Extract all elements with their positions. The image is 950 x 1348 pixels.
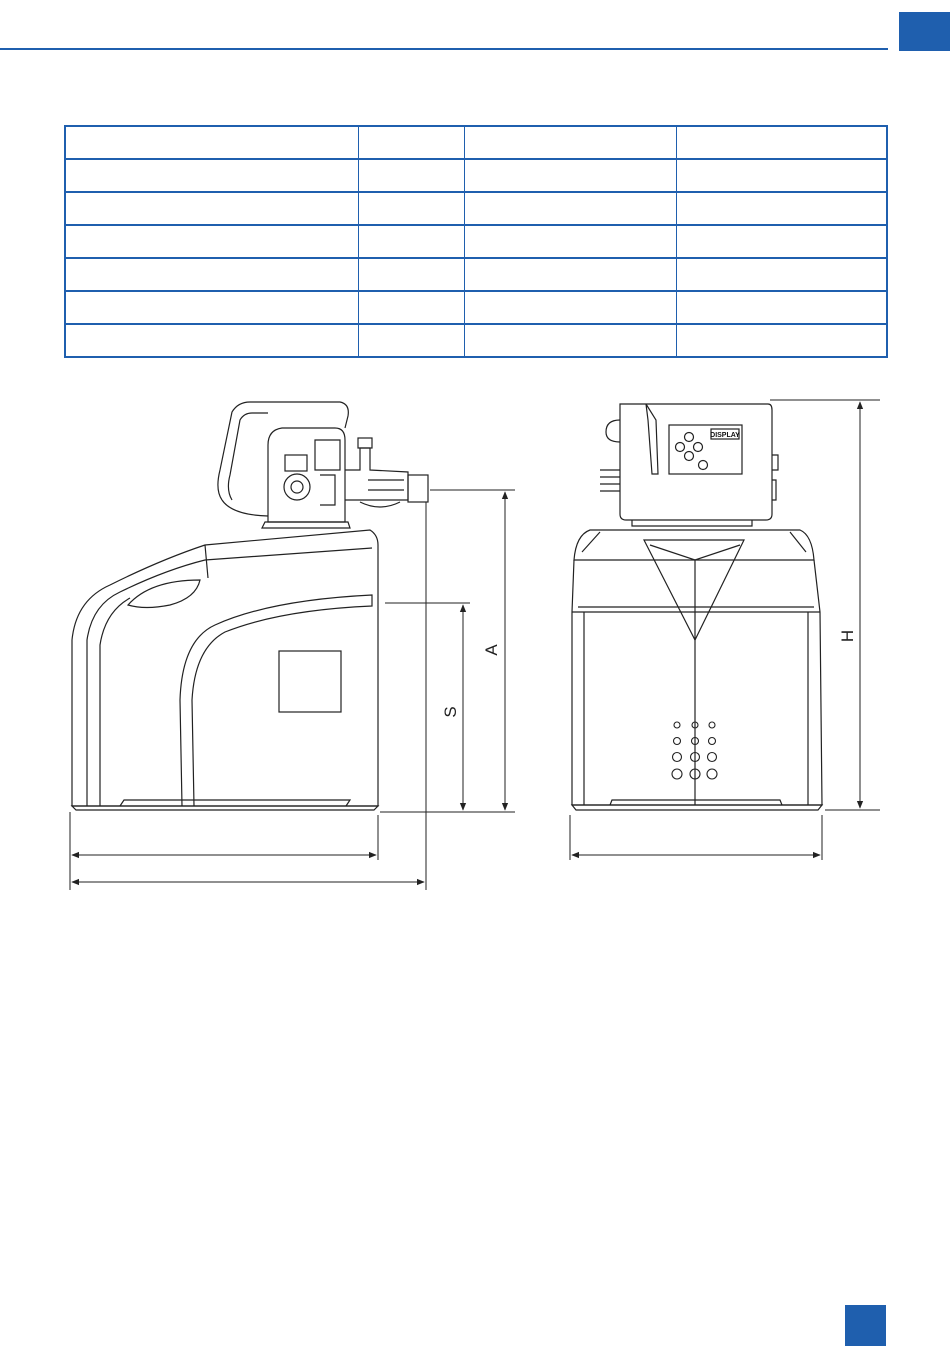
table-row — [65, 159, 887, 192]
technical-drawing — [0, 380, 950, 900]
table-cell — [65, 324, 358, 357]
front-view — [572, 404, 822, 810]
table-row — [65, 291, 887, 324]
table-cell — [65, 126, 358, 159]
table-cell — [65, 225, 358, 258]
table-cell — [464, 258, 676, 291]
table-cell — [358, 291, 464, 324]
table-cell — [65, 291, 358, 324]
table-cell — [676, 258, 887, 291]
dimension-label-a: A — [482, 644, 501, 656]
side-view — [72, 402, 428, 810]
table-cell — [358, 159, 464, 192]
dimension-label-h: H — [838, 629, 857, 643]
table-cell — [676, 126, 887, 159]
dimension-label-s: S — [441, 706, 460, 718]
specification-table — [64, 125, 888, 358]
front-view-dimensions — [570, 400, 880, 860]
table-row — [65, 324, 887, 357]
table-cell — [358, 126, 464, 159]
table-cell — [358, 192, 464, 225]
header-rule — [0, 48, 888, 50]
header-corner-tab — [899, 12, 950, 51]
table-cell — [464, 324, 676, 357]
table-cell — [676, 225, 887, 258]
table-cell — [65, 159, 358, 192]
table-row — [65, 258, 887, 291]
table-cell — [358, 225, 464, 258]
table-row — [65, 192, 887, 225]
table-cell — [464, 126, 676, 159]
table-cell — [464, 225, 676, 258]
table-cell — [65, 192, 358, 225]
table-cell — [464, 291, 676, 324]
table-cell — [358, 324, 464, 357]
table-row — [65, 225, 887, 258]
table-cell — [676, 159, 887, 192]
table-cell — [464, 192, 676, 225]
table-cell — [676, 324, 887, 357]
table-cell — [676, 291, 887, 324]
table-cell — [358, 258, 464, 291]
table-cell — [464, 159, 676, 192]
display-label: DISPLAY — [710, 432, 740, 439]
table-row — [65, 126, 887, 159]
table-cell — [65, 258, 358, 291]
table-cell — [676, 192, 887, 225]
side-view-dimensions — [70, 490, 515, 890]
footer-page-tab — [845, 1305, 886, 1346]
